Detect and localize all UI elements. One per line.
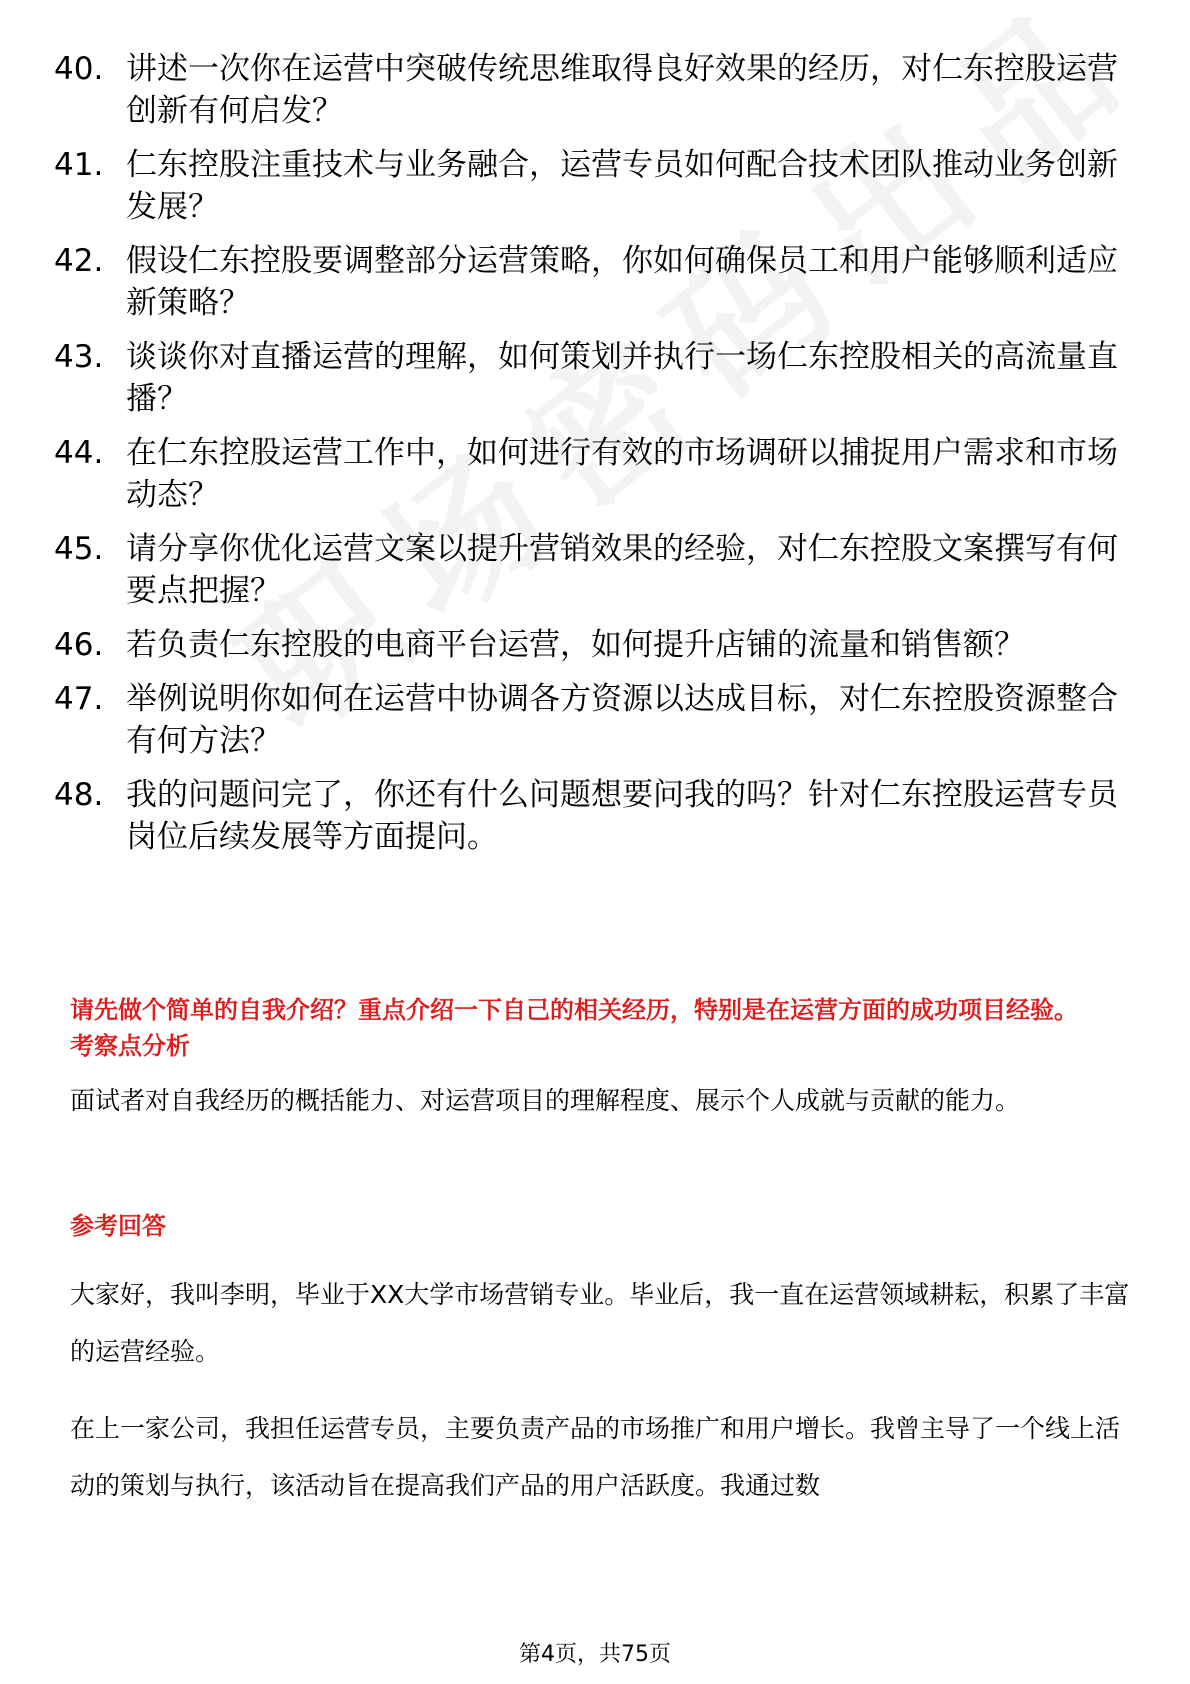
list-item [54,336,1134,420]
question-text: 若负责仁东控股的电商平台运营，如何提升店铺的流量和销售额？ [126,627,1025,663]
question-number: 40. [54,51,104,87]
question-text: 假设仁东控股要调整部分运营策略，你如何确保员工和用户能够顺利适应新策略？ [126,243,1118,321]
reference-paragraph: 在上一家公司，我担任运营专员，主要负责产品的市场推广和用户增长。我曾主导了一个线上活动的策划与执行，该活动旨在提高我们产品的用户活跃度。我通过数 [70,1414,1121,1500]
question-number: 41. [54,147,104,183]
reference-paragraph: 大家好，我叫李明，毕业于XX大学市场营销专业。毕业后，我一直在运营领域耕耘，积累了丰富的运营经验。 [70,1280,1130,1366]
question-text: 举例说明你如何在运营中协调各方资源以达成目标，对仁东控股资源整合有何方法？ [126,681,1118,759]
question-list [54,48,1134,870]
question-text: 我的问题问完了，你还有什么问题想要问我的吗？针对仁东控股运营专员岗位后续发展等方面提问。 [126,777,1118,855]
question-number: 42. [54,243,104,279]
question-number: 48. [54,777,104,813]
reference-heading: 参考回答 [70,1212,166,1240]
question-text: 在仁东控股运营工作中，如何进行有效的市场调研以捕捉用户需求和市场动态？ [126,435,1118,513]
question-number: 46. [54,627,104,663]
page-number: 第4页，共75页 [519,1642,671,1667]
list-item [54,144,1134,228]
question-text: 仁东控股注重技术与业务融合，运营专员如何配合技术团队推动业务创新发展？ [126,147,1118,225]
question-number: 44. [54,435,104,471]
question-text: 请分享你优化运营文案以提升营销效果的经验，对仁东控股文案撰写有何要点把握？ [126,531,1118,609]
analysis-text: 面试者对自我经历的概括能力、对运营项目的理解程度、展示个人成就与贡献的能力。 [70,1086,1021,1115]
featured-question: 请先做个简单的自我介绍？重点介绍一下自己的相关经历，特别是在运营方面的成功项目经验。 [70,996,1078,1024]
list-item [54,240,1134,324]
question-number: 43. [54,339,104,375]
list-item [54,528,1134,612]
question-number: 47. [54,681,104,717]
question-text: 讲述一次你在运营中突破传统思维取得良好效果的经历，对仁东控股运营创新有何启发？ [126,51,1118,129]
list-item [54,432,1134,516]
list-item [54,48,1134,132]
list-item [54,774,1134,858]
question-number: 45. [54,531,104,567]
list-item [54,678,1134,762]
question-text: 谈谈你对直播运营的理解，如何策划并执行一场仁东控股相关的高流量直播？ [126,339,1118,417]
list-item [54,624,1134,666]
analysis-heading: 考察点分析 [70,1032,190,1060]
